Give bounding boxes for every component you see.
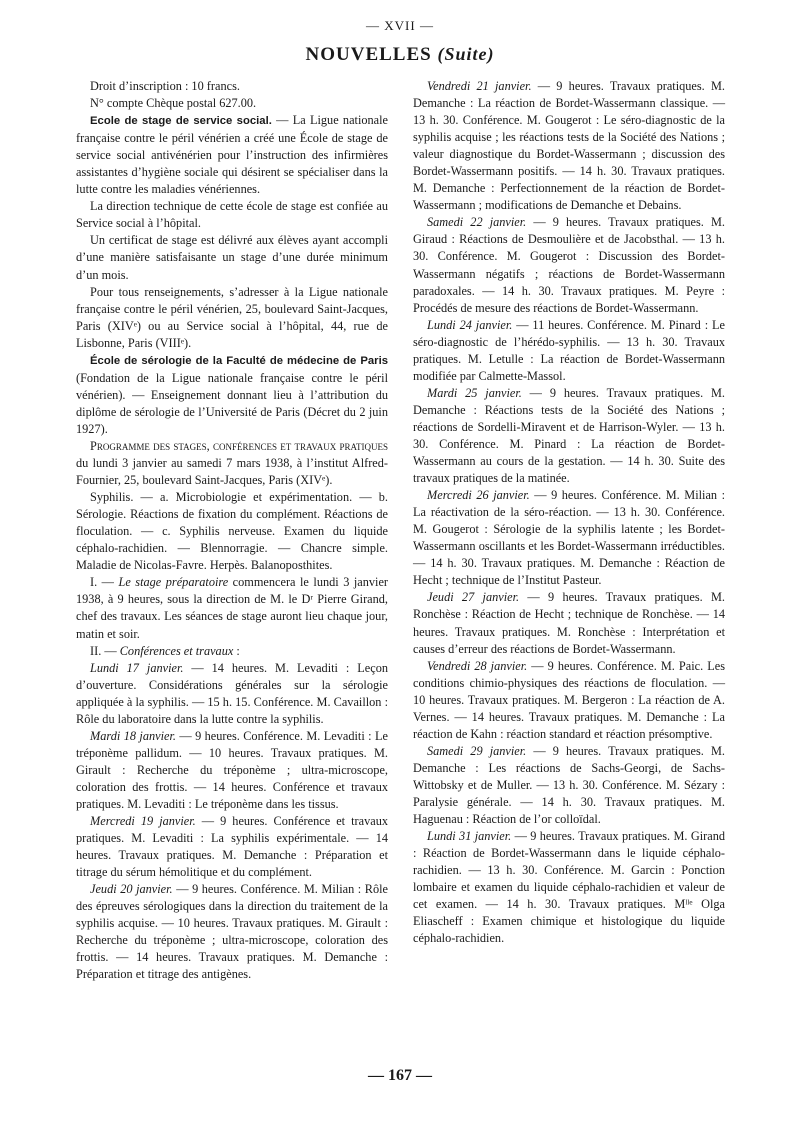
schedule-date: Mardi 25 janvier. [427, 385, 522, 400]
schedule-entry: Samedi 22 janvier. — 9 heures. Travaux pratiques. M. Giraud : Réactions de Desmoulière et de Jacobsthal. — 13 h. 30. Conférence. M. Gougerot : Discussion des Bordet-Wassermann négatifs ; réactions de Bordet-Wassermann paradoxales. — 14 h. 30. Travaux pratiques. M. Peyre : Procédés de mesure des réactions de Bordet-Wassermann. [413, 215, 725, 315]
schedule-entry: Samedi 29 janvier. — 9 heures. Travaux pratiques. M. Demanche : Les réactions de Sachs-Georgi, de Sachs-Wittobsky et de Muller. — 13 h. 30. Conférence. M. Sézary : Paralysie générale. — 14 h. 30. Travaux pratiques. M. Haguenau : Réaction de l’or colloïdal. [413, 743, 725, 827]
paragraph: École de sérologie de la Faculté de médecine de Paris (Fondation de la Ligue nationale française contre le péril vénérien). — Enseignement donnant lieu à l’attribution du diplôme de sérologie de l’Université de Paris (Décret du 2 juin 1927). [76, 354, 388, 436]
schedule-date: Samedi 22 janvier. [427, 215, 527, 230]
paragraph: II. — Conférences et travaux : [90, 643, 240, 658]
left-column [76, 78, 388, 983]
schedule-date: Lundi 31 janvier. [427, 829, 512, 844]
paragraph: Ecole de stage de service social. — La Ligue nationale française contre le péril vénérien a créé une École de stage de service social antivénérien pour l’instruction des infirmières assistantes d’hygiène sociale qui désirent se spécialiser dans la lutte contre les maladies vénériennes. [76, 113, 388, 197]
schedule-entry: Vendredi 28 janvier. — 9 heures. Conférence. M. Paic. Les conditions chimio-physiques des réactions de floculation. — 10 heures. Travaux pratiques. M. Bergeron : La réaction de A. Vernes. — 14 heures. Travaux pratiques. M. Demanche : La réaction de Kahn : réaction standard et réaction présomptive. [413, 658, 725, 741]
schedule-date: Mercredi 19 janvier. [90, 814, 196, 829]
paragraph: Droit d’inscription : 10 francs. [90, 79, 240, 93]
right-column [413, 78, 725, 947]
paragraph-heading: Ecole de stage de service social. [90, 115, 272, 128]
schedule-date: Lundi 17 janvier. [90, 660, 184, 675]
schedule-entry: Mercredi 19 janvier. — 9 heures. Conférence et travaux pratiques. M. Levaditi : La syphilis expérimentale. — 14 heures. Travaux pratiques. M. Demanche : Préparation et titrage du sérum hémolitique et du complément. [76, 814, 388, 880]
page-folio: — 167 — [368, 1067, 432, 1084]
schedule-date: Mercredi 26 janvier. [427, 488, 530, 503]
paragraph: La direction technique de cette école de stage est confiée au Service social à l’hôpital. [76, 199, 388, 231]
schedule-date: Vendredi 21 janvier. [427, 79, 532, 93]
schedule-entry: Mardi 25 janvier. — 9 heures. Travaux pratiques. M. Demanche : Réactions tests de la Société des Nations ; réactions de Sordelli-Miravent et de Harrison-Wyler. — 13 h. 30. Conférence. M. Pinard : La réaction de Bordet-Wassermann au cours de la gestation. — 14 h. 30. Suite des travaux pratiques de la matinée. [413, 385, 725, 486]
schedule-date: Jeudi 20 janvier. [90, 882, 173, 897]
paragraph: N° compte Chèque postal 627.00. [90, 96, 257, 111]
paragraph: Syphilis. — a. Microbiologie et expérimentation. — b. Sérologie. Réactions de fixation du complément. Réactions de floculation. — c. Syphilis nerveuse. Examen du liquide céphalo-rachidien. — Blennorragie. — Chancre simple. Maladie de Nicolas-Favre. Herpès. Balanoposthites. [76, 490, 388, 573]
section-title [0, 44, 800, 66]
schedule-entry: Lundi 31 janvier. — 9 heures. Travaux pratiques. M. Girand : Réaction de Bordet-Wassermann dans le liquide céphalo-rachidien. — 13 h. 30. Conférence. M. Garcin : Ponction lombaire et examen du liquide céphalo-rachidien et valeur de cet examen. — 14 h. 30. Travaux pratiques. Mˡˡᵉ Olga Eliascheff : Examen chimique et histologique du liquide céphalo-rachidien. [413, 829, 725, 946]
schedule-date: Jeudi 27 janvier. [427, 590, 520, 605]
schedule-date: Samedi 29 janvier. [427, 743, 527, 758]
running-head-page-number: — XVII — [366, 18, 434, 33]
schedule-date: Vendredi 28 janvier. [427, 658, 528, 673]
schedule-date: Lundi 24 janvier. [427, 317, 513, 332]
paragraph: Un certificat de stage est délivré aux élèves ayant accompli d’une manière satisfaisante un stage d’une durée minimum d’un mois. [76, 233, 388, 282]
schedule-entry: Lundi 24 janvier. — 11 heures. Conférence. M. Pinard : Le séro-diagnostic de l’hérédo-syphilis. — 13 h. 30. Travaux pratiques. M. Letulle : La réaction de Bordet-Wassermann modifiée par Calmette-Massol. [413, 317, 725, 383]
schedule-entry: Vendredi 21 janvier. — 9 heures. Travaux pratiques. M. Demanche : La réaction de Bordet-Wassermann classique. — 13 h. 30. Conférence. M. Gougerot : Le séro-diagnostic de la syphilis acquise ; les réactions tests de la Société des Nations ; valeur diagnostique du Bordet-Wassermann ; discussion des Bordet-Wassermann positifs. — 14 h. 30. Travaux pratiques. M. Demanche : Perfectionnement de la réaction de Bordet-Wassermann ; modifications de Demanche et Debains. [413, 79, 725, 213]
schedule-entry: Mercredi 26 janvier. — 9 heures. Conférence. M. Milian : La réactivation de la séro-réaction. — 13 h. 30. Conférence. M. Gougerot : Sérologie de la syphilis latente ; les Bordet-Wassermann oscillants et les Bordet-Wassermann irréductibles. — 14 h. 30. Travaux pratiques. M. Demanche : Réaction de Hecht ; technique de l’Institut Pasteur. [413, 488, 725, 588]
schedule-date: Mardi 18 janvier. [90, 728, 176, 743]
section-title-text: NOUVELLES [305, 44, 432, 65]
paragraph-heading: Programme des stages, conférences et travaux pratiques [90, 438, 388, 453]
schedule-entry: Lundi 17 janvier. — 14 heures. M. Levaditi : Leçon d’ouverture. Considérations générales sur la sérologie appliquée à la syphilis. — 15 h. 15. Conférence. M. Cavaillon : Rôle du laboratoire dans la lutte contre la syphilis. [76, 660, 388, 726]
schedule-entry: Jeudi 27 janvier. — 9 heures. Travaux pratiques. M. Ronchèse : Réaction de Hecht ; technique de Ronchèse. — 14 heures. Travaux pratiques. M. Ronchèse : Interprétation et causes d’erreur des réactions de Bordet-Wassermann. [413, 590, 725, 656]
schedule-entry: Jeudi 20 janvier. — 9 heures. Conférence. M. Milian : Rôle des épreuves sérologiques dans la direction du traitement de la syphilis acquise. — 10 heures. Travaux pratiques. M. Girault : Recherche du tréponème ; ultra-microscope, coloration des frottis. — 14 heures. Travaux pratiques. M. Demanche : Préparation et titrage des antigènes. [76, 882, 389, 982]
paragraph: Pour tous renseignements, s’adresser à la Ligue nationale française contre le péril vénérien, 25, boulevard Saint-Jacques, Paris (XIVᵉ) ou au Service social à l’hôpital, 44, rue de Lisbonne, Paris (VIIIᵉ). [76, 284, 388, 350]
paragraph-heading: École de sérologie de la Faculté de médecine de Paris [90, 354, 388, 367]
paragraph: I. — Le stage préparatoire commencera le lundi 3 janvier 1938, à 9 heures, sous la direction de M. le Dʳ Pierre Girand, chef des travaux. Les séances de stage auront lieu chaque jour, matin et soir. [76, 575, 388, 641]
paragraph: Programme des stages, conférences et travaux pratiques du lundi 3 janvier au samedi 7 mars 1938, à l’institut Alfred-Fournier, 25, boulevard Saint-Jacques, Paris (XIVᵉ). [76, 438, 388, 488]
schedule-entry: Mardi 18 janvier. — 9 heures. Conférence. M. Levaditi : Le tréponème pallidum. — 10 heures. Travaux pratiques. M. Girault : Recherche du tréponème ; ultra-microscope, coloration des frottis. — 14 heures. Conférence et travaux pratiques. M. Levaditi : Le tréponème dans les tissus. [76, 728, 388, 811]
section-title-suite: (Suite) [437, 44, 495, 64]
